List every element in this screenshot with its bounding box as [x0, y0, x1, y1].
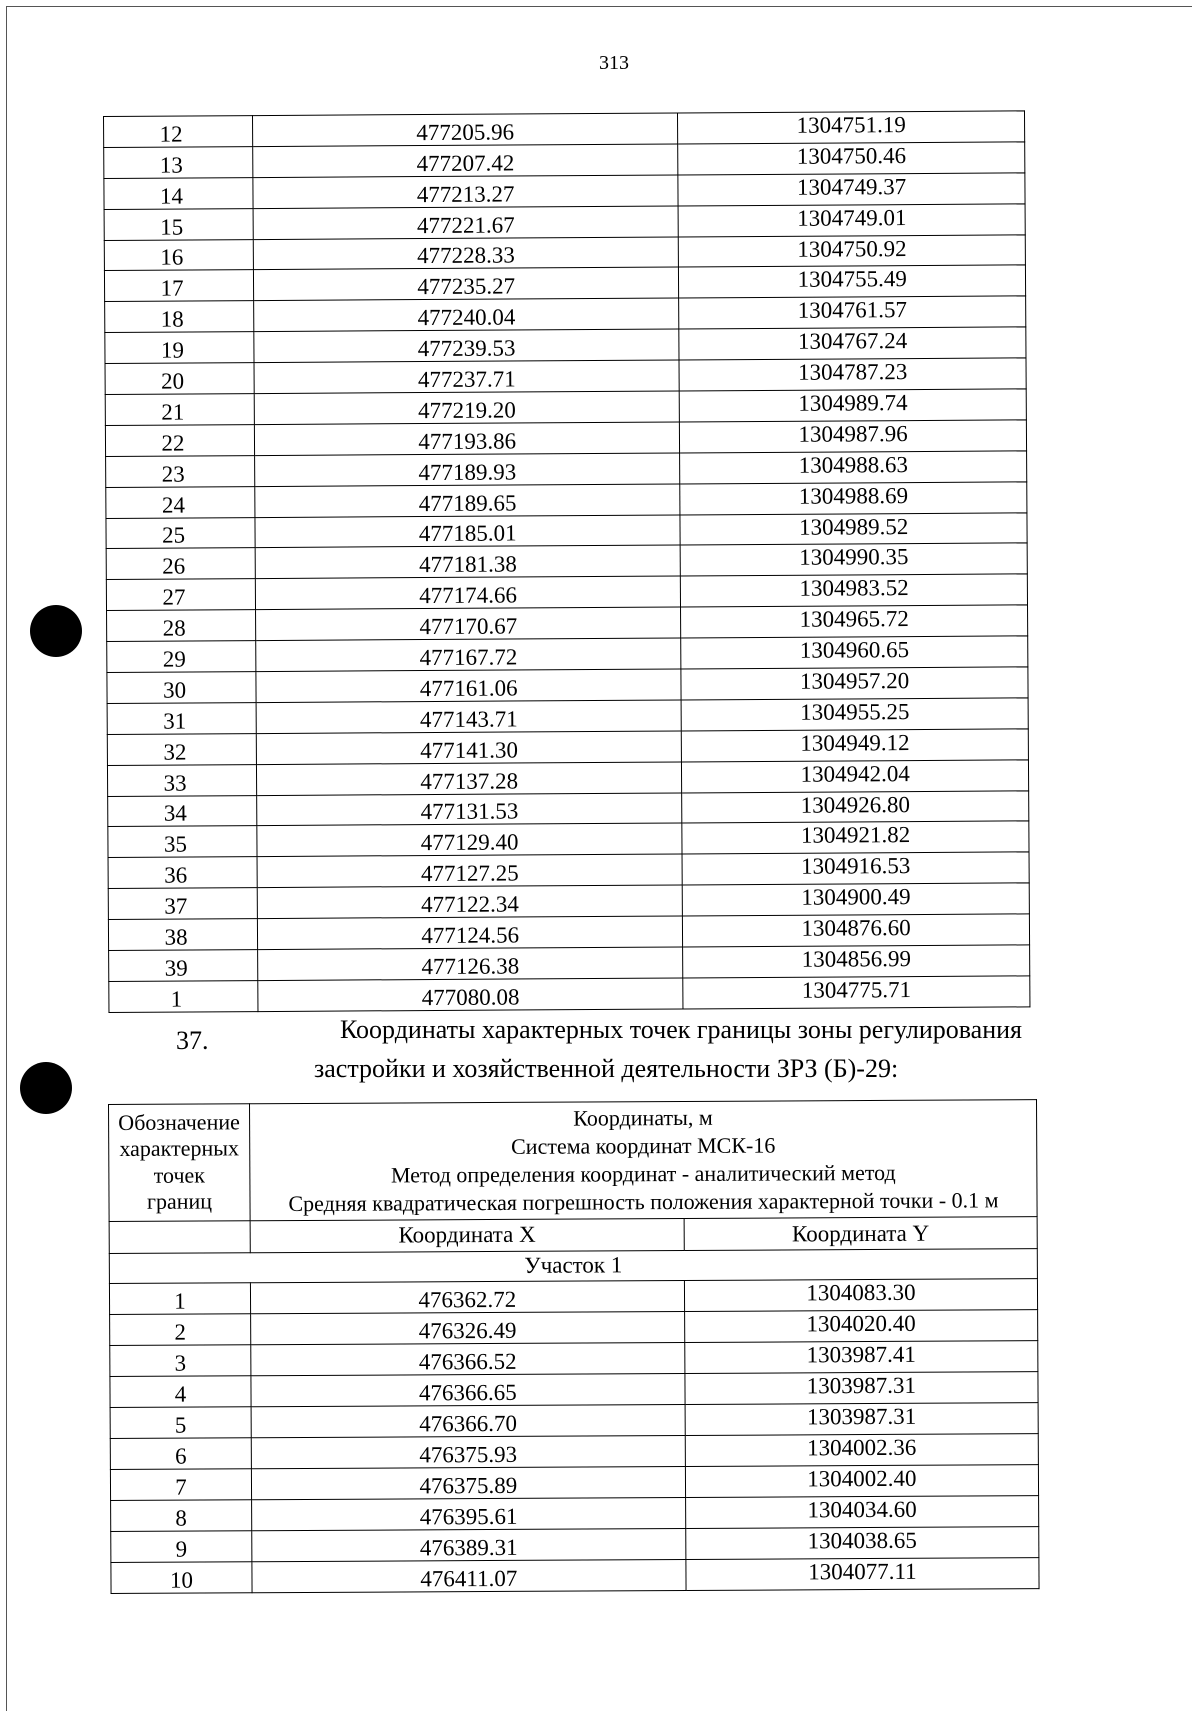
coordinate-y: 1304020.40 — [684, 1309, 1037, 1342]
coordinate-y: 1304926.80 — [682, 790, 1029, 823]
coordinate-x: 476326.49 — [251, 1311, 685, 1344]
point-number: 32 — [107, 733, 256, 765]
point-number: 34 — [108, 795, 257, 827]
coordinate-x: 477122.34 — [257, 885, 682, 918]
coordinate-y: 1303987.31 — [685, 1371, 1038, 1404]
coordinate-y: 1304775.71 — [683, 976, 1030, 1009]
coordinate-x: 477080.08 — [258, 978, 683, 1011]
coordinate-y: 1303987.41 — [685, 1340, 1038, 1373]
page-number: 313 — [599, 52, 629, 74]
coordinate-y: 1304751.19 — [678, 111, 1025, 144]
header-row — [109, 1100, 1038, 1222]
coordinate-x: 477235.27 — [253, 267, 678, 300]
point-number: 26 — [106, 548, 255, 580]
table1-body — [104, 111, 1030, 1012]
point-number: 30 — [107, 672, 256, 704]
table-row — [111, 1557, 1039, 1593]
coordinate-x: 476362.72 — [250, 1280, 684, 1313]
coordinate-x: 477185.01 — [255, 515, 680, 548]
coordinate-x: 477219.20 — [254, 391, 679, 424]
coordinate-y: 1303987.31 — [685, 1402, 1038, 1435]
point-number: 15 — [104, 208, 253, 240]
coordinates-header: Координаты, м Система координат МСК-16 Метод определения координат - аналитический метод Средняя квадратическая погрешность положения характерной точки - 0.1 м — [249, 1100, 1037, 1221]
table-row — [110, 1309, 1038, 1345]
coordinates-table-continued — [103, 110, 1030, 1012]
point-number: 21 — [105, 394, 254, 426]
coordinate-y: 1304750.46 — [678, 142, 1025, 175]
table2-body — [109, 1100, 1040, 1594]
coordinate-x: 477189.65 — [255, 484, 680, 517]
coordinate-y: 1304856.99 — [683, 945, 1030, 978]
coordinate-y: 1304989.74 — [679, 389, 1026, 422]
point-number: 18 — [105, 301, 254, 333]
plot-row — [109, 1248, 1037, 1283]
point-number: 23 — [106, 455, 255, 487]
point-number: 27 — [106, 579, 255, 611]
table-row — [110, 1340, 1038, 1376]
point-number: 4 — [110, 1376, 251, 1408]
plot-label: Участок 1 — [109, 1248, 1037, 1283]
coordinate-y: 1304983.52 — [681, 574, 1028, 607]
coordinate-x: 476389.31 — [252, 1528, 686, 1561]
coordinate-x: 477126.38 — [258, 947, 683, 980]
coordinate-x: 476375.89 — [251, 1466, 685, 1499]
coordinate-y: 1304921.82 — [682, 821, 1029, 854]
point-number: 33 — [107, 764, 256, 796]
section-number: 37. — [176, 1026, 209, 1055]
coordinate-x: 477228.33 — [253, 237, 678, 270]
coordinate-y: 1304960.65 — [681, 636, 1028, 669]
table-row — [109, 1278, 1037, 1314]
point-number: 28 — [107, 610, 256, 642]
coordinate-x: 477213.27 — [253, 175, 678, 208]
coordinate-x: 477193.86 — [254, 422, 679, 455]
table-row — [111, 1495, 1039, 1531]
point-number: 17 — [104, 270, 253, 302]
point-number: 6 — [110, 1438, 251, 1470]
coordinate-x: 477167.72 — [256, 638, 681, 671]
coordinate-y: 1304002.36 — [685, 1433, 1038, 1466]
point-number: 8 — [111, 1500, 252, 1532]
coordinate-x: 477143.71 — [256, 700, 681, 733]
point-number: 13 — [104, 146, 253, 178]
table-row — [110, 1402, 1038, 1438]
point-number: 39 — [109, 950, 258, 982]
point-number: 1 — [109, 1283, 250, 1315]
table-row — [110, 1433, 1038, 1469]
point-number: 25 — [106, 517, 255, 549]
coordinate-y: 1304990.35 — [680, 543, 1027, 576]
coordinate-y: 1304987.96 — [680, 420, 1027, 453]
coordinate-y: 1304749.01 — [678, 204, 1025, 237]
point-number: 5 — [110, 1407, 251, 1439]
coordinate-x: 477181.38 — [255, 545, 680, 578]
table-row — [109, 976, 1030, 1013]
empty-header-cell — [109, 1221, 250, 1254]
point-number: 36 — [108, 857, 257, 889]
point-number: 31 — [107, 702, 256, 734]
coordinate-y: 1304755.49 — [679, 265, 1026, 298]
coordinate-y: 1304900.49 — [683, 883, 1030, 916]
coordinate-x: 476395.61 — [251, 1497, 685, 1530]
point-number: 16 — [104, 239, 253, 271]
coordinate-x: 477240.04 — [254, 298, 679, 331]
coordinate-y: 1304989.52 — [680, 512, 1027, 545]
coordinate-x: 477207.42 — [253, 144, 678, 177]
coordinate-y: 1304957.20 — [681, 667, 1028, 700]
point-number: 1 — [109, 981, 258, 1013]
coordinates-table-zrz-b-29 — [108, 1099, 1040, 1594]
point-number: 29 — [107, 641, 256, 673]
coordinate-x: 476366.52 — [251, 1342, 685, 1375]
coordinate-x: 476366.70 — [251, 1404, 685, 1437]
coordinate-y: 1304949.12 — [682, 729, 1029, 762]
point-number: 12 — [104, 116, 253, 148]
point-designation-header: Обозначение характерных точек границ — [109, 1104, 251, 1221]
coordinate-x: 476411.07 — [252, 1559, 686, 1592]
point-number: 24 — [106, 486, 255, 518]
coordinate-x: 477221.67 — [253, 206, 678, 239]
coordinate-y: 1304083.30 — [684, 1278, 1037, 1311]
coordinate-x: 477129.40 — [257, 823, 682, 856]
point-number: 22 — [105, 424, 254, 456]
coordinate-x: 477127.25 — [257, 854, 682, 887]
point-number: 9 — [111, 1531, 252, 1563]
coordinate-y: 1304750.92 — [679, 234, 1026, 267]
coordinate-y: 1304965.72 — [681, 605, 1028, 638]
coordinate-y: 1304761.57 — [679, 296, 1026, 329]
coordinate-x: 477170.67 — [256, 607, 681, 640]
coordinate-y: 1304787.23 — [679, 358, 1026, 391]
point-number: 2 — [110, 1314, 251, 1346]
coordinate-x: 477189.93 — [255, 453, 680, 486]
coordinate-x: 477131.53 — [257, 793, 682, 826]
point-number: 20 — [105, 363, 254, 395]
point-number: 7 — [110, 1469, 251, 1501]
coordinate-x: 477239.53 — [254, 329, 679, 362]
point-number: 10 — [111, 1562, 252, 1594]
point-number: 37 — [108, 888, 257, 920]
coordinate-y: 1304034.60 — [685, 1495, 1038, 1528]
point-number: 3 — [110, 1345, 251, 1377]
coordinate-y: 1304876.60 — [683, 914, 1030, 947]
coordinate-x: 477124.56 — [257, 916, 682, 949]
point-number: 19 — [105, 332, 254, 364]
coordinate-y: 1304767.24 — [679, 327, 1026, 360]
coordinate-y: 1304038.65 — [686, 1526, 1039, 1559]
column-header-row — [109, 1216, 1037, 1253]
coordinate-x: 477205.96 — [253, 113, 678, 146]
coordinate-y: 1304077.11 — [686, 1557, 1039, 1590]
coordinate-y: 1304002.40 — [685, 1464, 1038, 1497]
punch-hole-icon — [30, 605, 82, 657]
point-number: 38 — [108, 919, 257, 951]
coordinate-x: 476375.93 — [251, 1435, 685, 1468]
coordinate-x: 477137.28 — [256, 762, 681, 795]
coordinate-x-header: Координата X — [250, 1218, 684, 1252]
table-row — [111, 1526, 1039, 1562]
coordinate-x: 477161.06 — [256, 669, 681, 702]
coordinate-y: 1304916.53 — [682, 852, 1029, 885]
section-title-line2: застройки и хозяйственной деятельности ЗРЗ (Б)-29: — [314, 1054, 899, 1083]
table-row — [110, 1371, 1038, 1407]
coordinate-y: 1304955.25 — [681, 698, 1028, 731]
coordinate-y: 1304749.37 — [678, 173, 1025, 206]
point-number: 35 — [108, 826, 257, 858]
coordinate-x: 476366.65 — [251, 1373, 685, 1406]
coordinate-x: 477141.30 — [256, 731, 681, 764]
coordinate-x: 477237.71 — [254, 360, 679, 393]
point-number: 14 — [104, 177, 253, 209]
coordinate-y-header: Координата Y — [684, 1216, 1037, 1250]
table-row — [110, 1464, 1038, 1500]
coordinate-y: 1304988.69 — [680, 482, 1027, 515]
punch-hole-icon — [20, 1062, 72, 1114]
coordinate-y: 1304988.63 — [680, 451, 1027, 484]
coordinate-x: 477174.66 — [255, 576, 680, 609]
coordinate-y: 1304942.04 — [682, 760, 1029, 793]
section-title-line1: Координаты характерных точек границы зоны регулирования — [340, 1015, 1022, 1044]
